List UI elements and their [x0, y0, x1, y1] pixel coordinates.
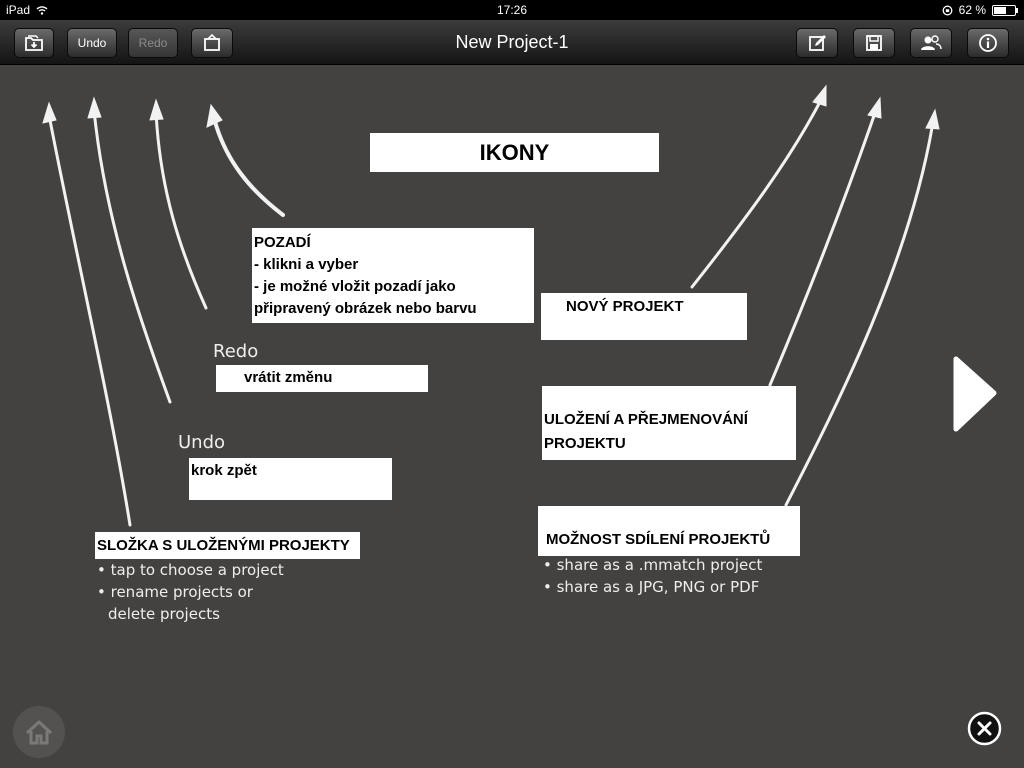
undo-chalk-title: Undo — [178, 432, 226, 453]
save-button[interactable] — [853, 28, 895, 58]
new-project-button[interactable] — [796, 28, 838, 58]
project-title: New Project-1 — [455, 32, 569, 52]
label-new-project: NOVÝ PROJEKT — [541, 293, 747, 340]
folder-notes — [97, 559, 284, 625]
device-name: iPad — [6, 3, 31, 17]
status-time: 17:26 — [496, 3, 528, 17]
folder-note-1: • tap to choose a project — [97, 561, 284, 579]
next-page-icon[interactable] — [950, 355, 998, 435]
arrow-background — [207, 105, 283, 215]
background-line-3: připravený obrázek nebo barvu — [254, 300, 477, 317]
save-icon — [865, 34, 883, 52]
info-icon — [978, 33, 998, 53]
label-folder: SLOŽKA S ULOŽENÝMI PROJEKTY — [95, 532, 360, 559]
info-button[interactable] — [967, 28, 1009, 58]
help-overlay — [0, 65, 1024, 768]
arrow-share — [786, 110, 939, 505]
save-line-1: ULOŽENÍ A PŘEJMENOVÁNÍ — [544, 411, 748, 428]
status-right — [942, 3, 1016, 17]
redo-button[interactable]: Redo — [128, 28, 178, 58]
share-note-1: • share as a .mmatch project — [543, 556, 763, 574]
close-button[interactable] — [967, 711, 1002, 746]
label-background — [252, 228, 534, 323]
heading-ikony: IKONY — [370, 133, 659, 172]
toolbar — [0, 20, 1024, 65]
undo-button[interactable]: Undo — [67, 28, 117, 58]
background-line-2: - je možné vložit pozadí jako — [254, 278, 456, 295]
rotation-lock-icon — [942, 5, 953, 16]
arrow-new-project — [692, 86, 826, 287]
share-notes — [543, 554, 762, 598]
label-undo: krok zpět — [189, 458, 392, 500]
label-redo: vrátit změnu — [216, 365, 428, 392]
arrow-folder — [43, 103, 130, 525]
label-save — [542, 386, 796, 460]
status-bar — [0, 0, 1024, 20]
folder-note-3: delete projects — [108, 605, 220, 623]
label-share: MOŽNOST SDÍLENÍ PROJEKTŮ — [538, 506, 800, 556]
save-line-2: PROJEKTU — [544, 435, 626, 452]
new-project-icon — [807, 33, 827, 53]
background-line-1: - klikni a vyber — [254, 256, 359, 273]
share-button[interactable] — [910, 28, 952, 58]
arrow-redo — [150, 100, 206, 308]
battery-percent: 62 % — [958, 3, 986, 17]
share-note-2: • share as a JPG, PNG or PDF — [543, 578, 760, 596]
close-icon — [967, 711, 1002, 746]
background-title: POZADÍ — [254, 234, 311, 251]
battery-fill — [994, 7, 1006, 14]
home-icon — [13, 706, 65, 758]
folder-note-2: • rename projects or — [97, 583, 253, 601]
share-icon — [920, 34, 942, 52]
home-button[interactable] — [13, 706, 65, 758]
battery-icon — [992, 5, 1016, 16]
redo-chalk-title: Redo — [213, 341, 259, 362]
